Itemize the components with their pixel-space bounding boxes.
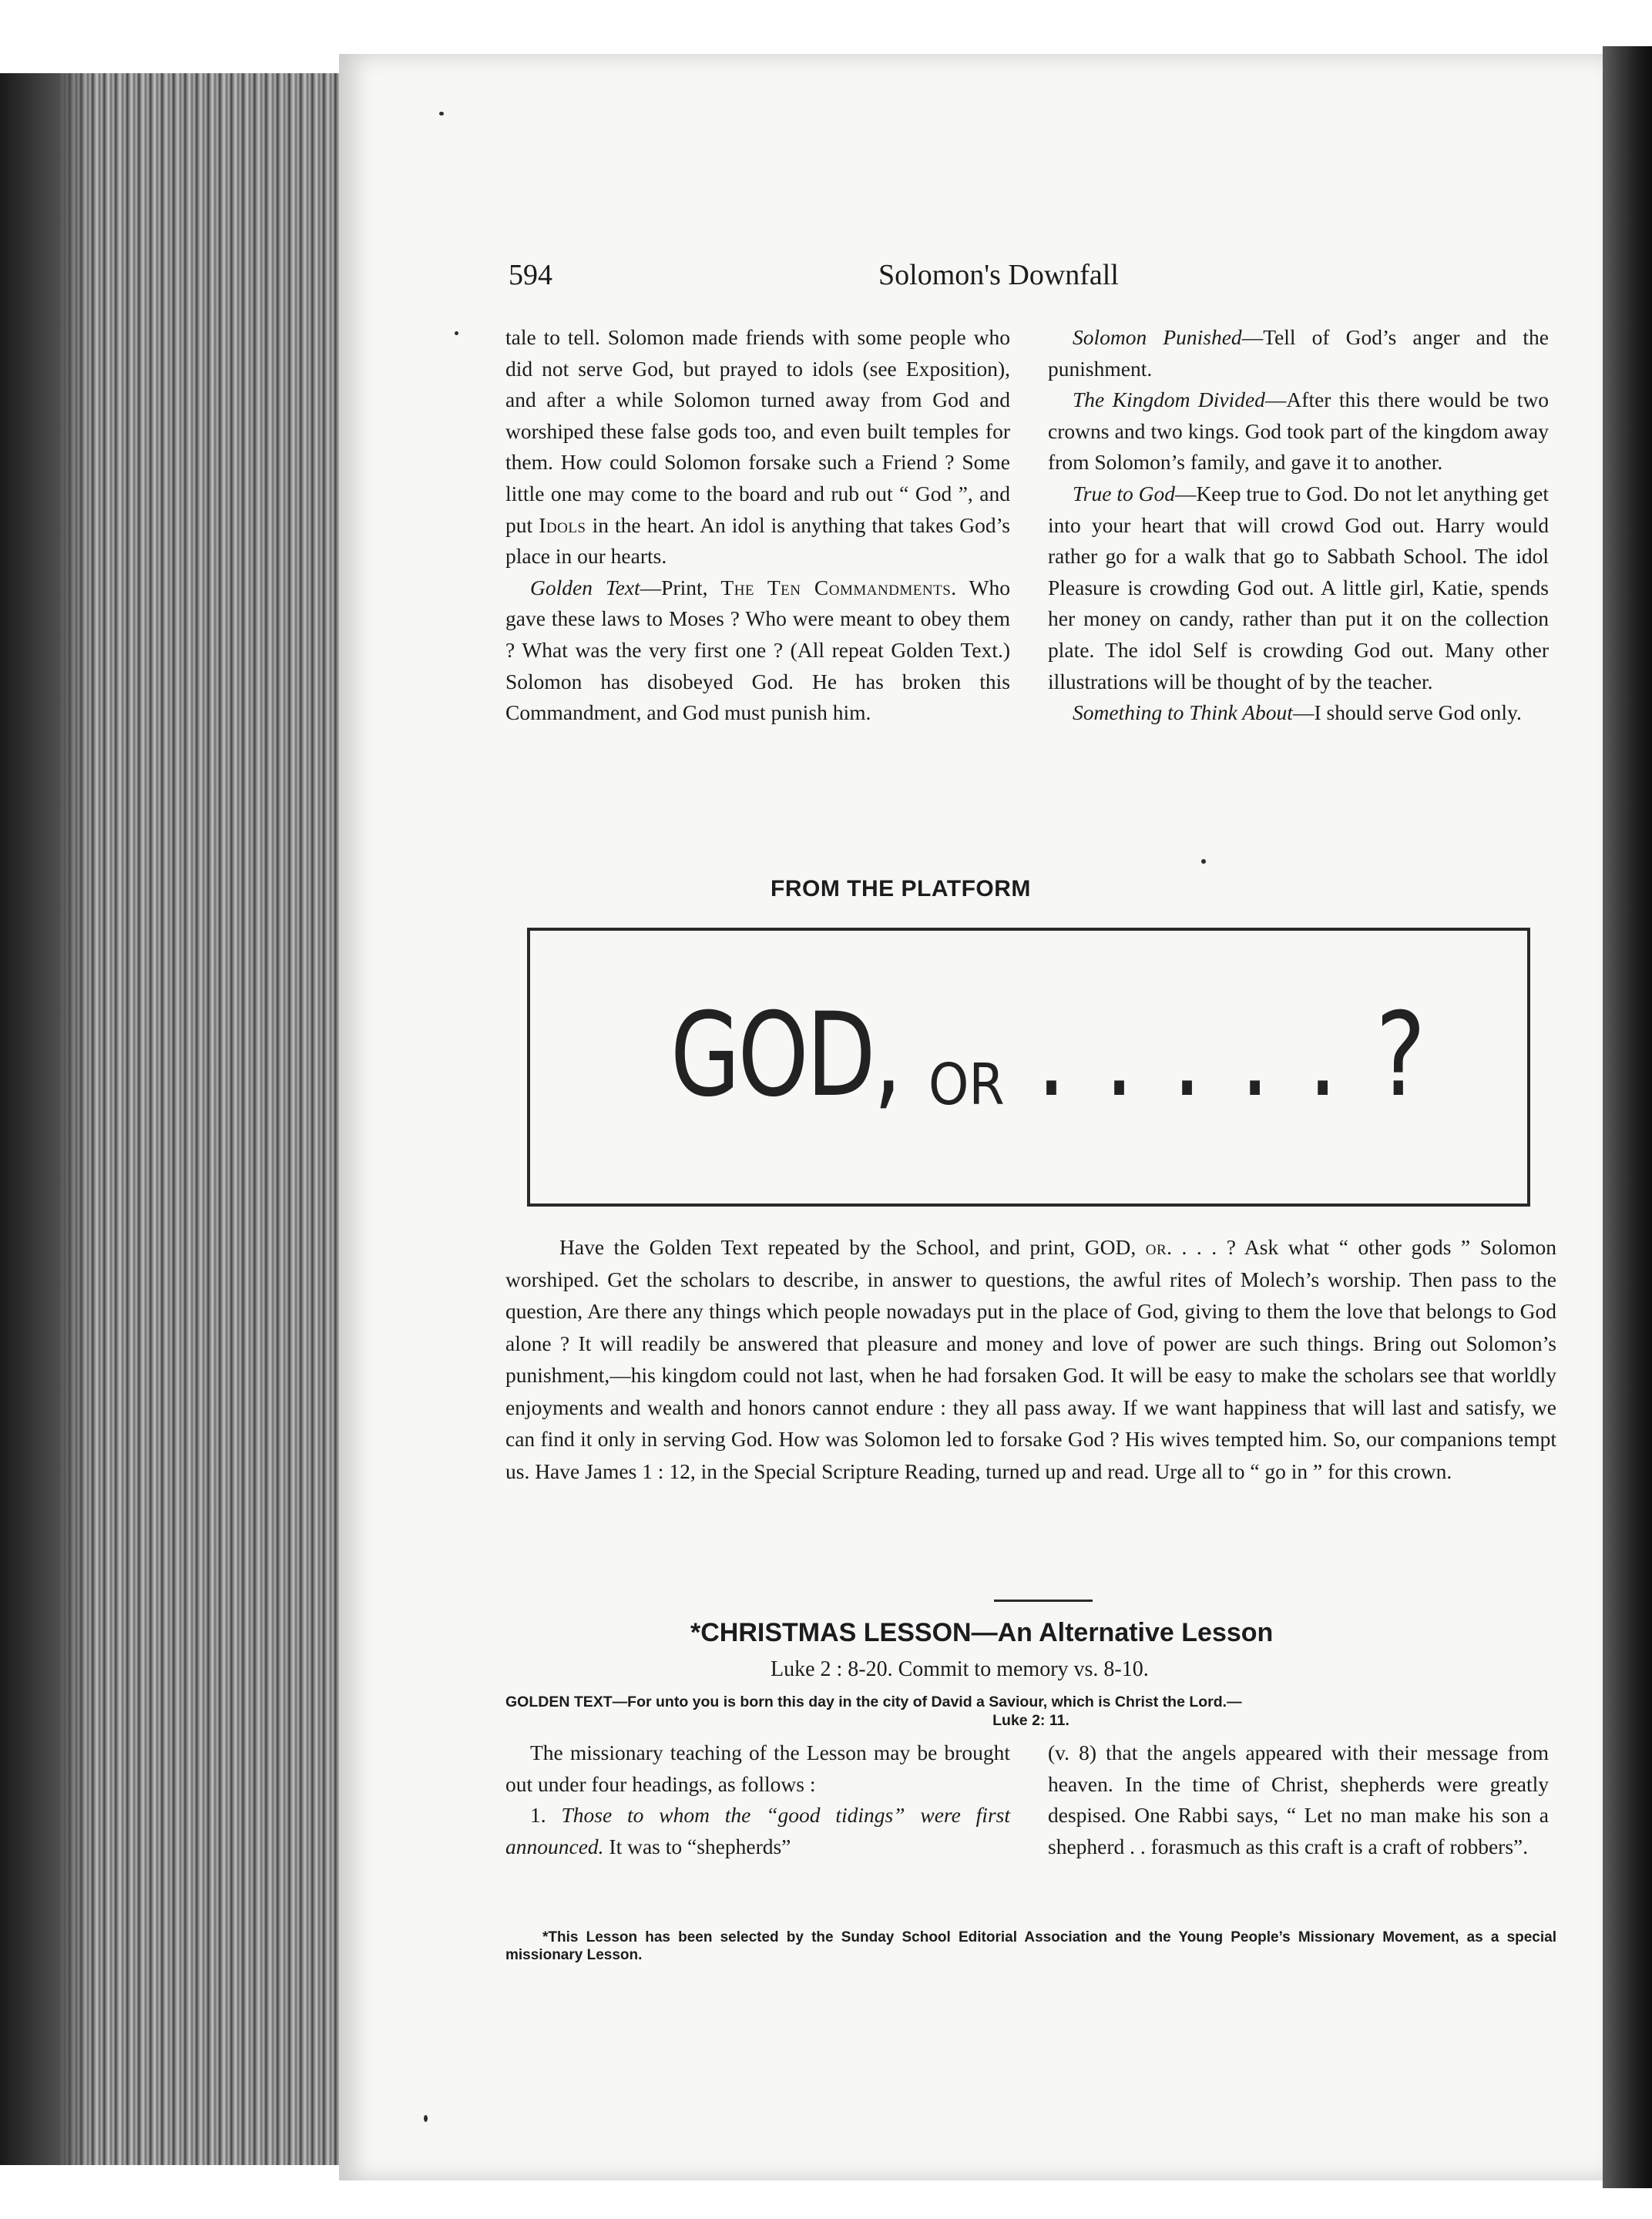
box-word-god: GOD, — [670, 989, 900, 1123]
golden-text-body: GOLDEN TEXT—For unto you is born this day in the city of David a Saviour, which is Christ the Lord.— — [505, 1694, 1242, 1710]
point-label: Those to whom the “good tidings” were first announced. — [505, 1803, 1010, 1858]
golden-text-paragraph — [505, 572, 1010, 729]
outline-item-text: —Keep true to God. Do not let anything get into your heart that will crowd God out. Harry would rather go for a walk that go to Sabbath School. The idol Pleasure is crowding God out. A little girl, Katie, spends her money on candy, rather than put it on the collection plate. The idol Self is crowding God out. Many other illustrations will be thought of by the teacher. — [1048, 481, 1549, 693]
paragraph-text: tale to tell. Solomon made friends with some people who did not serve God, but prayed to idols (see Exposition), and after a while Solomon turned away from God and worshiped these false gods too, and even built temples for them. How could Solomon forsake such a Friend ? Some little one may come to the board and rub out “ God ”, and put — [505, 325, 1010, 537]
christmas-lesson-heading: *CHRISTMAS LESSON—An Alternative Lesson — [690, 1618, 1274, 1647]
outline-item-text: —After this there would be two crowns and two kings. God took part of the kingdom away from Solomon’s family, and gave it to another. — [1048, 388, 1549, 475]
lesson-intro: The missionary teaching of the Lesson may be brought out under four headings, as follows : — [505, 1741, 1010, 1796]
platform-heading: FROM THE PLATFORM — [771, 876, 1031, 901]
lesson-point-1 — [505, 1800, 1010, 1862]
outline-item-text: —Tell of God’s anger and the punishment. — [1048, 325, 1549, 381]
left-paragraph-1 — [505, 322, 1010, 572]
lesson-scripture: Luke 2 : 8-20. Commit to memory vs. 8-10. — [771, 1657, 1149, 1681]
outline-item-label: The Kingdom Divided — [1073, 388, 1265, 412]
ten-commandments: The Ten Commandments — [720, 575, 952, 599]
footnote — [505, 1929, 1556, 1964]
paragraph-text: in the heart. An idol is anything that takes God’s place in our hearts. — [505, 512, 1010, 569]
page-number: 594 — [509, 259, 552, 291]
outline-item-label: Solomon Punished — [1073, 325, 1242, 349]
outline-item — [1048, 384, 1549, 478]
golden-text-label: Golden Text — [530, 575, 640, 599]
outline-item-text: —I should serve God only. — [1292, 700, 1522, 725]
paragraph-text: Have the Golden Text repeated by the School, and print, GOD, — [559, 1235, 1146, 1259]
paragraph-text: . Who gave these laws to Moses ? Who were meant to obey them ? What was the very first one ? (All repeat Golden Text.) Solomon has disobeyed God. He has broken this Commandment, and God must punish him. — [505, 575, 1010, 725]
outline-item — [1048, 478, 1549, 697]
paragraph-text: —Print, — [640, 575, 721, 599]
dust-speck — [455, 331, 458, 335]
paragraph-text: . . . . ? Ask what “ other gods ” Solomon worshiped. Get the scholars to describe, in answer to questions, the awful rites of Molech’s worship. Then pass to the question, Are there any things which people nowadays put in the place of God, giving to them the love that belongs to God alone ? It will readily be answered that pleasure and money and love of power are such things. Bring out Solomon’s punishment,—his kingdom could not last, when he had forsaken God. It will be easy to make the scholars see that worldly enjoyments and wealth and honors cannot endure : they all pass away. If we want happiness that will last and satisfy, we can find it only in serving God. How was Solomon led to forsake God ? His wives tempted him. So, our companions tempt us. Have James 1 : 12, in the Special Scripture Reading, turned up and read. Urge all to “ go in ” for this crown. — [505, 1235, 1556, 1483]
right-column — [1048, 322, 1549, 729]
background-bottom-left — [0, 2165, 339, 2219]
point-text: It was to “shepherds” — [603, 1834, 791, 1858]
golden-text-reference: Luke 2: 11. — [992, 1712, 1069, 1729]
running-title: Solomon's Downfall — [878, 259, 1119, 291]
lesson-left-column — [505, 1737, 1010, 1862]
box-word-or: OR — [928, 1052, 1005, 1118]
lesson-right-paragraph: (v. 8) that the angels appeared with their message from heaven. In the time of Christ, shepherds were greatly despised. One Rabbi says, “ Let no man make his son a shepherd . . forasmuch as this craft is a craft of robbers”. — [1048, 1741, 1549, 1858]
golden-text — [505, 1693, 1556, 1730]
footnote-text: *This Lesson has been selected by the Sunday School Editorial Association and the Young People’s Missionary Movement, as a special missionary Lesson. — [505, 1929, 1556, 1963]
right-page-gutter — [1603, 46, 1652, 2188]
lesson-right-column — [1048, 1737, 1549, 1862]
section-divider — [994, 1600, 1093, 1602]
left-column — [505, 322, 1010, 729]
binding-shadow — [0, 0, 92, 2219]
background-top-left — [0, 0, 339, 73]
box-ellipsis-question: . . . . . ? — [1036, 989, 1430, 1123]
outline-item-label: True to God — [1073, 481, 1175, 505]
outline-item-label: Something to Think About — [1073, 700, 1293, 725]
point-number: 1. — [530, 1803, 546, 1828]
dust-speck — [424, 2115, 428, 2122]
outline-item — [1048, 697, 1549, 729]
idols-word: Idols — [539, 512, 586, 537]
platform-paragraph — [505, 1231, 1556, 1487]
dust-speck — [439, 112, 444, 116]
or-word: or — [1145, 1235, 1167, 1259]
outline-item — [1048, 322, 1549, 384]
dust-speck — [1201, 859, 1206, 864]
